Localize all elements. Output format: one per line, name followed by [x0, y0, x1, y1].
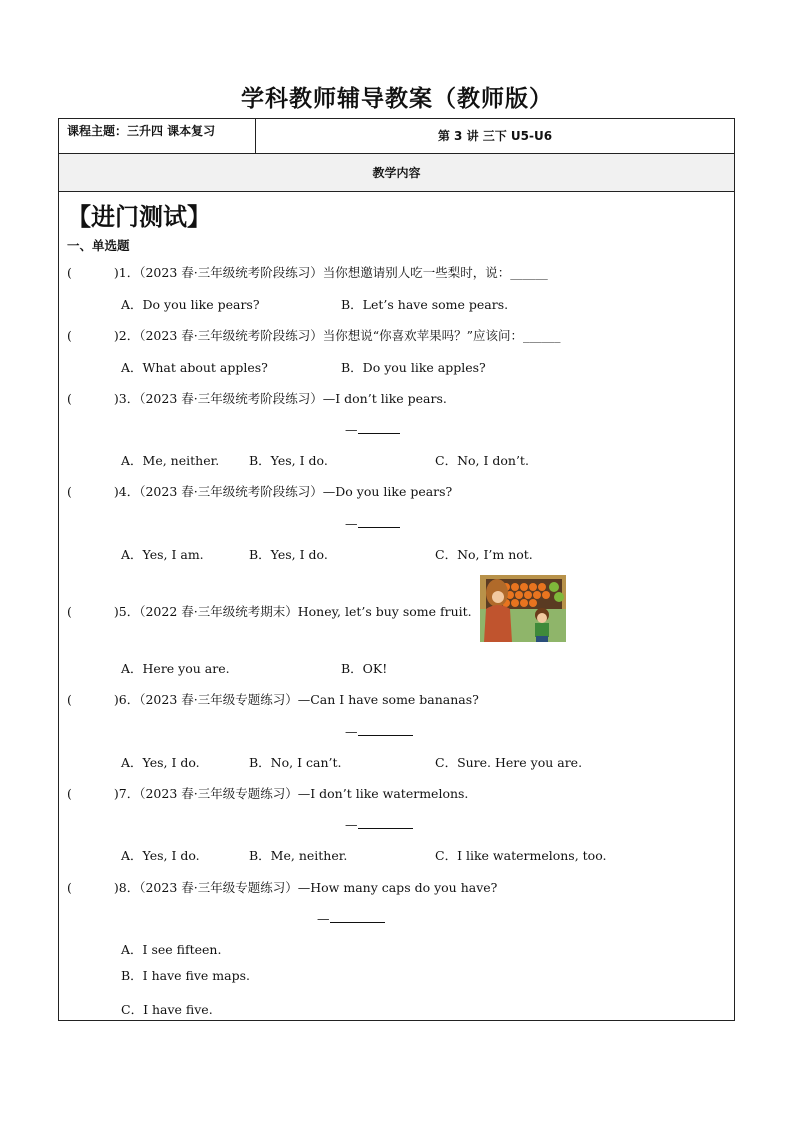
question-7: ( )7．（2023 春·三年级专题练习）—I don’t like watermelons. — [67, 786, 469, 801]
question-8: ( )8．（2023 春·三年级专题练习）—How many caps do you have? — [67, 880, 498, 895]
q6-option-c[interactable]: C．Sure. Here you are. — [435, 755, 583, 770]
question-3: ( )3．（2023 春·三年级统考阶段练习）—I don’t like pears. — [67, 391, 447, 406]
q5-option-a[interactable]: A．Here you are. — [121, 661, 230, 676]
q3-option-b[interactable]: B．Yes, I do. — [249, 453, 328, 468]
q4-option-b[interactable]: B．Yes, I do. — [249, 547, 328, 562]
q5-option-b[interactable]: B．OK! — [341, 661, 388, 676]
lesson-header-row — [59, 119, 734, 154]
lesson-table — [58, 118, 735, 1021]
fruit-shop-illustration — [480, 575, 566, 642]
q2-option-a[interactable]: A．What about apples? — [121, 360, 268, 375]
lesson-number: 第 3 讲 三下 U5-U6 — [437, 129, 553, 143]
q8-option-b[interactable]: B．I have five maps. — [121, 968, 250, 983]
page-title: 学科教师辅导教案（教师版） — [241, 86, 553, 112]
q3-answer-blank[interactable]: — — [345, 421, 400, 437]
q7-option-a[interactable]: A．Yes, I do. — [121, 848, 200, 863]
q7-option-b[interactable]: B．Me, neither. — [249, 848, 348, 863]
q1-option-a[interactable]: A．Do you like pears? — [121, 297, 260, 312]
q4-option-c[interactable]: C．No, I’m not. — [435, 547, 533, 562]
q4-answer-blank[interactable]: — — [345, 515, 400, 531]
q2-option-b[interactable]: B．Do you like apples? — [341, 360, 486, 375]
q3-option-c[interactable]: C．No, I don’t. — [435, 453, 529, 468]
q8-option-a[interactable]: A．I see fifteen. — [121, 942, 222, 957]
question-5: ( )5．（2022 春·三年级统考期末）Honey, let’s buy some fruit. — [67, 604, 472, 619]
q8-answer-blank[interactable]: — — [317, 910, 385, 926]
q7-answer-blank[interactable]: — — [345, 816, 413, 832]
q6-option-b[interactable]: B．No, I can’t. — [249, 755, 342, 770]
teaching-content-label: 教学内容 — [59, 154, 734, 192]
question-1: ( )1．（2023 春·三年级统考阶段练习）当你想邀请别人吃一些梨时，说：______ — [67, 265, 548, 280]
section-title: 【进门测试】 — [67, 203, 211, 231]
question-2: ( )2．（2023 春·三年级统考阶段练习）当你想说“你喜欢苹果吗？”应该问：______ — [67, 328, 561, 343]
q6-answer-blank[interactable]: — — [345, 723, 413, 739]
q4-option-a[interactable]: A．Yes, I am. — [121, 547, 204, 562]
subsection-title: 一、单选题 — [67, 238, 130, 253]
q6-option-a[interactable]: A．Yes, I do. — [121, 755, 200, 770]
question-6: ( )6．（2023 春·三年级专题练习）—Can I have some bananas? — [67, 692, 479, 707]
q1-option-b[interactable]: B．Let’s have some pears. — [341, 297, 509, 312]
question-4: ( )4．（2023 春·三年级统考阶段练习）—Do you like pears? — [67, 484, 453, 499]
q8-option-c[interactable]: C．I have five. — [121, 1002, 213, 1017]
q3-option-a[interactable]: A．Me, neither. — [121, 453, 220, 468]
course-topic: 课程主题：三升四 课本复习 — [59, 119, 256, 153]
q7-option-c[interactable]: C．I like watermelons, too. — [435, 848, 607, 863]
